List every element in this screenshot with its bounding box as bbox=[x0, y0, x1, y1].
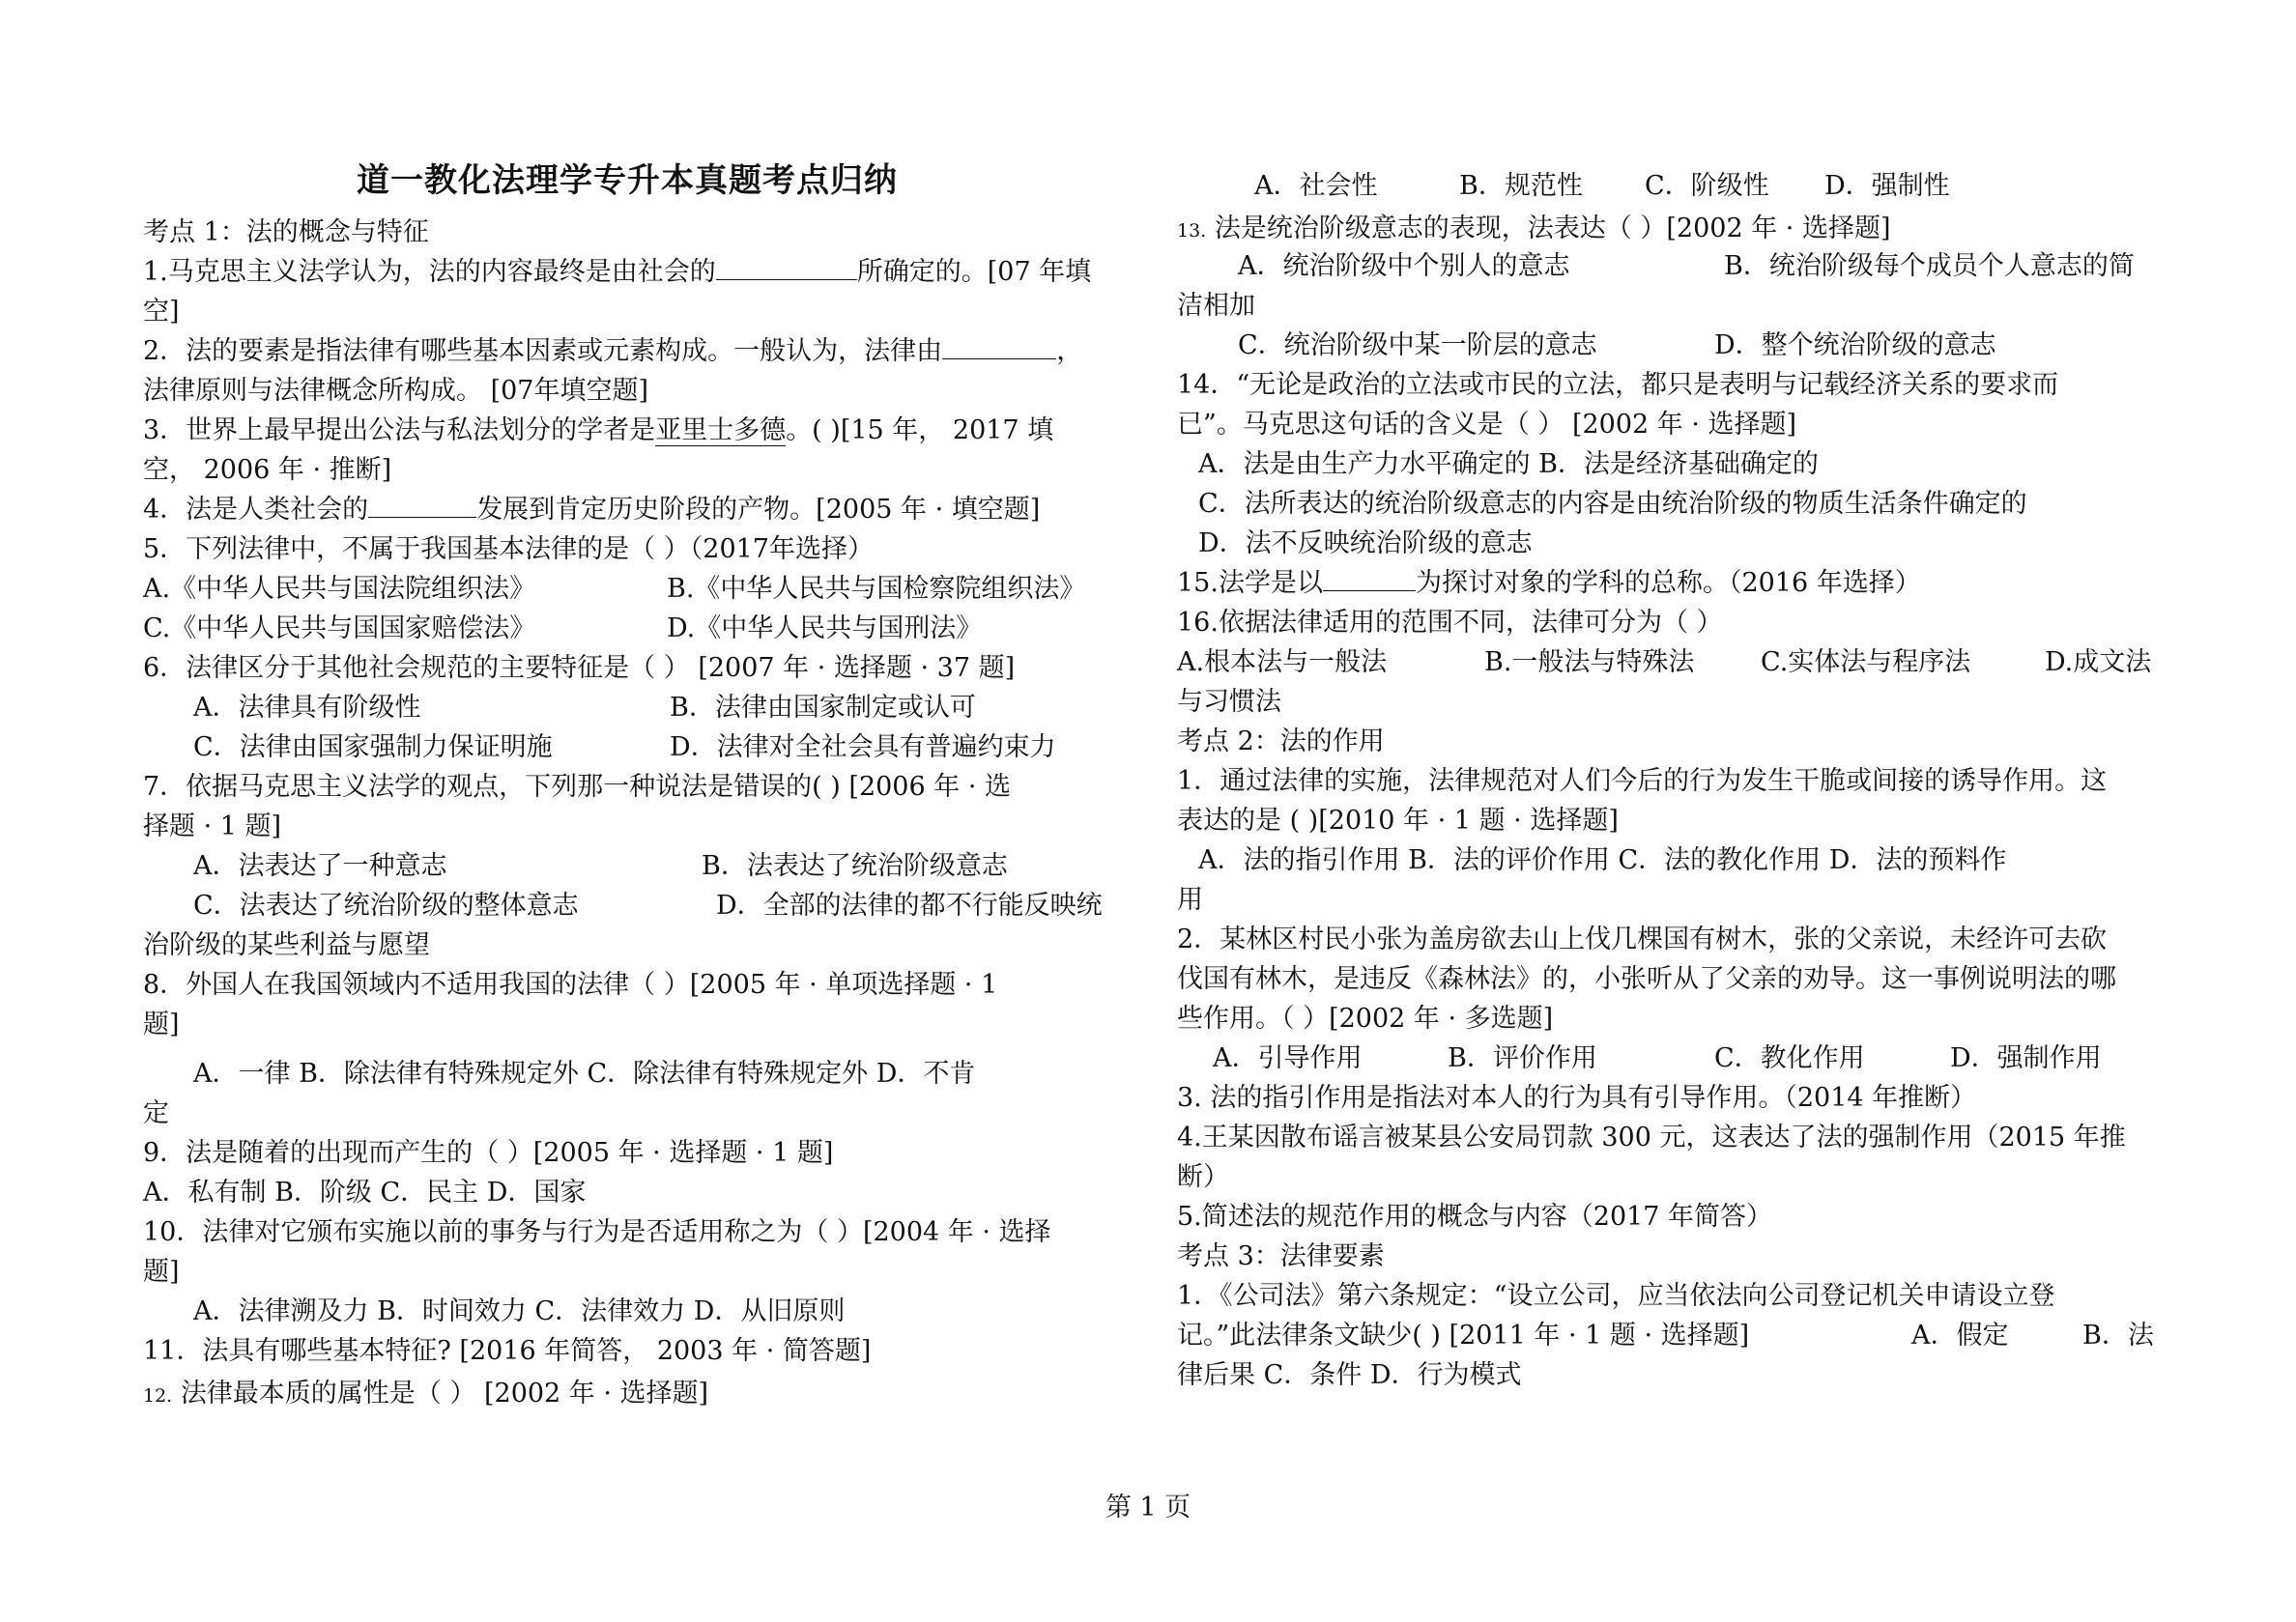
question-line: 16.依据法律适用的范围不同，法律可分为（ ） bbox=[1177, 608, 1723, 638]
question-line: 些作用。（ ）[2002 年 · 多选题] bbox=[1177, 1004, 1554, 1034]
option-a: A．法表达了一种意志 bbox=[193, 851, 447, 881]
question-line: 治阶级的某些利益与愿望 bbox=[143, 930, 430, 960]
option-row: A．法律溯及力 B．时间效力 C．法律效力 D．从旧原则 bbox=[193, 1296, 846, 1326]
option-d: D.成文法 bbox=[2045, 647, 2152, 677]
option-row: A．法的指引作用 B．法的评价作用 C．法的教化作用 D．法的预料作 bbox=[1198, 845, 2007, 875]
question-line: 13. 法是统治阶级意志的表现，法表达（ ）[2002 年 · 选择题] bbox=[1177, 213, 1891, 243]
question-line: 4．法是人类社会的 发展到肯定历史阶段的产物。[2005 年 · 填空题] bbox=[143, 495, 1041, 525]
option-d: D．法律对全社会具有普遍约束力 bbox=[670, 732, 1056, 762]
answer-blank bbox=[716, 256, 857, 280]
option-c: C．统治阶级中某一阶层的意志 bbox=[1238, 330, 1597, 360]
question-line: 10．法律对它颁布实施以前的事务与行为是否适用称之为（ ）[2004 年 · 选择 bbox=[143, 1217, 1051, 1247]
page-title: 道一教化法理学专升本真题考点归纳 bbox=[357, 161, 898, 200]
question-line: 题] bbox=[143, 1257, 180, 1287]
option-a: A．社会性 bbox=[1254, 171, 1378, 201]
question-line: 1．《公司法》第六条规定：“设立公司，应当依法向公司登记机关申请设立登 bbox=[1177, 1281, 2055, 1311]
question-line: 14．“无论是政治的立法或市民的立法，都只是表明与记载经济关系的要求而 bbox=[1177, 370, 2059, 400]
option-d: D．整个统治阶级的意志 bbox=[1714, 330, 1996, 360]
option-d: D．全部的法律的都不行能反映统 bbox=[716, 891, 1103, 921]
option-d: D．强制性 bbox=[1824, 171, 1950, 201]
question-line: 用 bbox=[1177, 885, 1203, 915]
option-a: A.《中华人民共与国法院组织法》 bbox=[143, 574, 536, 604]
option-row: A．法是由生产力水平确定的 B．法是经济基础确定的 bbox=[1198, 449, 1819, 479]
option-b: B．规范性 bbox=[1459, 171, 1583, 201]
section-heading: 考点 3：法律要素 bbox=[1177, 1241, 1385, 1271]
option-a: A.根本法与一般法 bbox=[1177, 647, 1388, 677]
answer-blank bbox=[368, 494, 476, 518]
answer-blank bbox=[942, 335, 1056, 359]
question-line: 表达的是 ( )[2010 年 · 1 题 · 选择题] bbox=[1177, 806, 1619, 836]
question-line: 伐国有林木，是违反《森林法》的，小张听从了父亲的劝导。这一事例说明法的哪 bbox=[1177, 964, 2116, 994]
question-line: 断） bbox=[1177, 1162, 1229, 1192]
option-b: B．法 bbox=[2082, 1321, 2154, 1351]
question-line: 9．法是随着的出现而产生的（ ）[2005 年 · 选择题 · 1 题] bbox=[143, 1138, 834, 1168]
question-line: 律后果 C．条件 D．行为模式 bbox=[1177, 1360, 1522, 1390]
question-line: 2．法的要素是指法律有哪些基本因素或元素构成。一般认为，法律由 ， bbox=[143, 336, 1083, 366]
option-d: D.《中华人民共与国刑法》 bbox=[667, 613, 983, 643]
option-b: B.一般法与特殊法 bbox=[1484, 647, 1695, 677]
option-a: A．法律具有阶级性 bbox=[193, 693, 421, 723]
option-c: C.《中华人民共与国国家赔偿法》 bbox=[143, 613, 536, 643]
option-d: D．法不反映统治阶级的意志 bbox=[1198, 528, 1533, 558]
option-c: C.实体法与程序法 bbox=[1761, 647, 1971, 677]
question-line: 与习惯法 bbox=[1177, 687, 1281, 717]
option-a: A．假定 bbox=[1911, 1321, 2009, 1351]
underlined-answer: 亚里士多德 bbox=[655, 415, 787, 445]
option-row: A．一律 B．除法律有特殊规定外 C．除法律有特殊规定外 D．不肯 bbox=[193, 1059, 976, 1089]
question-line: 3. 法的指引作用是指法对本人的行为具有引导作用。（2014 年推断） bbox=[1177, 1083, 1977, 1113]
option-b: B．统治阶级每个成员个人意志的简 bbox=[1724, 251, 2135, 281]
question-line: 定 bbox=[143, 1098, 169, 1128]
option-c: C．法表达了统治阶级的整体意志 bbox=[193, 891, 579, 921]
option-c: C．阶级性 bbox=[1645, 171, 1769, 201]
question-line: 已”。马克思这句话的含义是（ ） [2002 年 · 选择题] bbox=[1177, 410, 1797, 440]
question-line: 题] bbox=[143, 1010, 180, 1039]
question-line: 2．某林区村民小张为盖房欲去山上伐几棵国有树木，张的父亲说，未经许可去砍 bbox=[1177, 925, 2108, 954]
option-b: B．法律由国家制定或认可 bbox=[670, 693, 976, 723]
question-line: 法律原则与法律概念所构成。 [07年填空题] bbox=[143, 376, 649, 406]
question-line: 15.法学是以 为探讨对象的学科的总称。（2016 年选择） bbox=[1177, 568, 1921, 598]
option-c: C．教化作用 bbox=[1714, 1043, 1865, 1073]
question-line: 5.简述法的规范作用的概念与内容（2017 年简答） bbox=[1177, 1202, 1773, 1232]
page-number: 第 1 页 bbox=[1105, 1493, 1191, 1522]
question-line: 记。”此法律条文缺少( ) [2011 年 · 1 题 · 选择题] bbox=[1177, 1321, 1750, 1351]
option-c: C．法律由国家强制力保证明施 bbox=[193, 732, 553, 762]
question-line: 11．法具有哪些基本特征? [2016 年简答， 2003 年 · 简答题] bbox=[143, 1336, 872, 1366]
answer-blank bbox=[1323, 567, 1416, 591]
question-line: 3．世界上最早提出公法与私法划分的学者是亚里士多德。( )[15 年， 2017 填 bbox=[143, 415, 1054, 445]
option-d: D．强制作用 bbox=[1950, 1043, 2102, 1073]
question-line: 6．法律区分于其他社会规范的主要特征是（ ） [2007 年 · 选择题 · 37 题] bbox=[143, 653, 1016, 683]
question-line: 1.马克思主义法学认为，法的内容最终是由社会的 所确定的。[07 年填 bbox=[143, 257, 1092, 287]
option-b: B.《中华人民共与国检察院组织法》 bbox=[667, 574, 1086, 604]
question-line: 择题 · 1 题] bbox=[143, 811, 282, 841]
section-heading: 考点 1：法的概念与特征 bbox=[143, 217, 429, 247]
option-row: A．私有制 B．阶级 C．民主 D．国家 bbox=[143, 1178, 587, 1208]
question-line: 1．通过法律的实施，法律规范对人们今后的行为发生干脆或间接的诱导作用。这 bbox=[1177, 766, 2108, 796]
section-heading: 考点 2：法的作用 bbox=[1177, 726, 1385, 756]
question-line: 8．外国人在我国领域内不适用我国的法律（ ）[2005 年 · 单项选择题 · 1 bbox=[143, 970, 998, 1000]
option-b: B．法表达了统治阶级意志 bbox=[702, 851, 1008, 881]
question-line: 4.王某因散布谣言被某县公安局罚款 300 元，这表达了法的强制作用（2015 年推 bbox=[1177, 1123, 2126, 1152]
question-line: 12. 法律最本质的属性是（ ） [2002 年 · 选择题] bbox=[143, 1379, 709, 1409]
question-line: 空， 2006 年 · 推断] bbox=[143, 455, 392, 485]
question-line: 洁相加 bbox=[1177, 291, 1255, 321]
question-line: 7．依据马克思主义法学的观点，下列那一种说法是错误的( ) [2006 年 · 选 bbox=[143, 772, 1011, 802]
option-b: B．评价作用 bbox=[1448, 1043, 1597, 1073]
option-a: A．引导作用 bbox=[1213, 1043, 1363, 1073]
question-line: 5．下列法律中，不属于我国基本法律的是（ ）（2017年选择） bbox=[143, 534, 874, 564]
question-line: 空] bbox=[143, 297, 180, 327]
option-a: A．统治阶级中个别人的意志 bbox=[1238, 251, 1570, 281]
option-c: C．法所表达的统治阶级意志的内容是由统治阶级的物质生活条件确定的 bbox=[1198, 489, 2027, 519]
